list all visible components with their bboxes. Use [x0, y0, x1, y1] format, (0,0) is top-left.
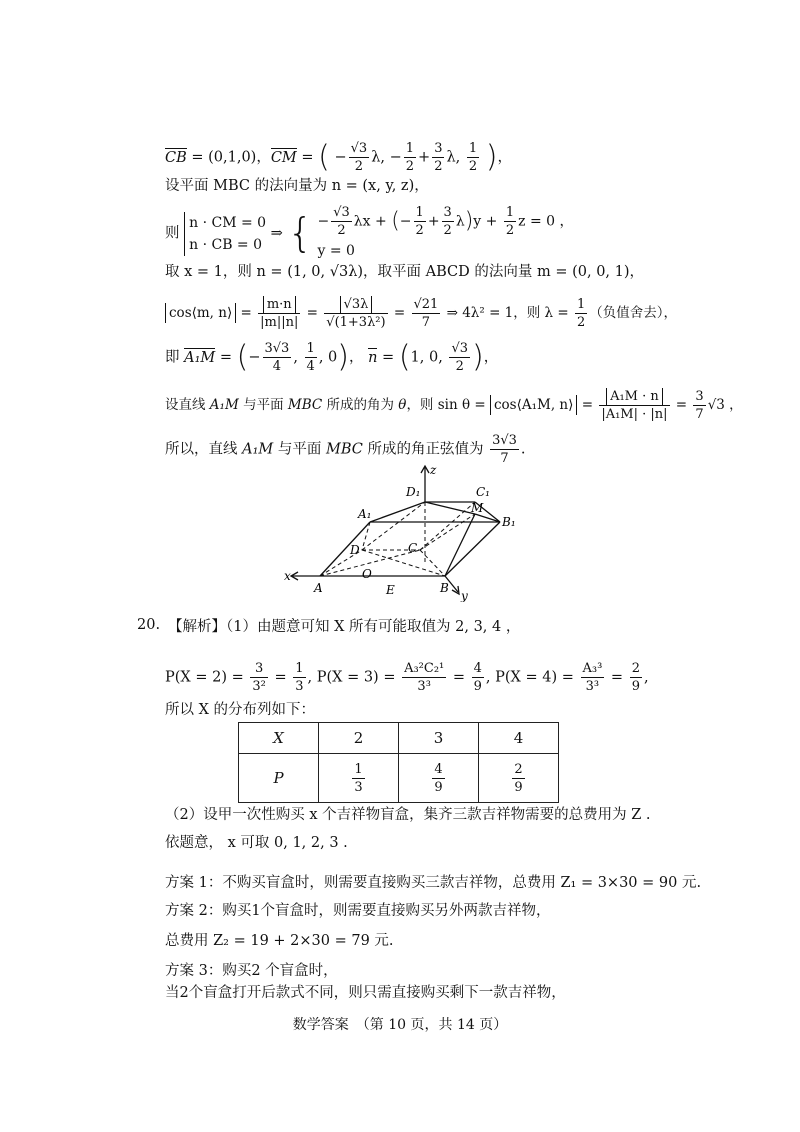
prism-figure: [280, 462, 530, 602]
cos-equation-line: cos⟨m, n⟩ = $\frac{m\cdot n}{|m||n|}$ = $\frac{√3\lambda}{\text{√(1+3λ²)}}$ = $\frac{√21}{7}$ ⇒ 4λ² = 1，则 λ = $\frac{1}{2}$ （负值舍去），: [165, 296, 677, 331]
q20-probabilities: P(X = 2) = $\frac{3}{\text{3²}}$ = $\frac{1}{3}$ , P(X = 3) = $\frac{\text{A₃²C₂¹}}{\text{3³}}$ = $\frac{4}{9}$ , P(X = 4) = $\frac{\text{A₃³}}{\text{3³}}$ = $\frac{2}{9}$ ,: [165, 661, 649, 694]
label-o: O: [362, 567, 372, 581]
table-cell: $\frac{1}{3}$: [319, 754, 399, 803]
system-equations-line: 则 n · CM = 0 n · CB = 0 ⇒ { − $\frac{√3}{2}$ λx + (− $\frac{1}{2}$ + $\frac{3}{2}$ λ)y + $\frac{1}{2}$ z = 0 ， y = 0: [165, 205, 574, 259]
plan2-line: 方案 2：购买1个盲盒时，则需要直接购买另外两款吉祥物，: [165, 903, 551, 919]
part2-line: （2）设甲一次性购买 x 个吉祥物盲盒，集齐三款吉祥物需要的总费用为 Z .: [165, 807, 651, 823]
table-cell: 4: [479, 723, 559, 754]
vector-cb-cm-line: CB = (0,1,0)，CM = ( − $\frac{√3}{2}$ λ, − $\frac{1}{2}$ + $\frac{3}{2}$ λ, $\frac{1}{2}$ )，: [165, 139, 513, 175]
table-header-p: P: [239, 754, 319, 803]
question-number: 20.: [137, 617, 161, 633]
take-x-line: 取 x = 1，则 n = (1, 0, √3λ)，取平面 ABCD 的法向量 m = (0, 0, 1)，: [165, 264, 645, 280]
normal-vector-line: 设平面 MBC 的法向量为 n = (x, y, z)，: [165, 178, 429, 194]
sin-theta-line: 设直线 A₁M 与平面 MBC 所成的角为 θ，则 sin θ = cos⟨A₁M, n⟩ = $\frac{\text{A₁M · n}}{\text{|A₁M| · |n|}}$ = $\frac{3}{7}$ √3 ，: [165, 389, 743, 422]
plan3b-line: 当2个盲盒打开后款式不同，则只需直接购买剩下一款吉祥物，: [165, 985, 566, 1001]
plan3-line: 方案 3：购买2 个盲盒时，: [165, 963, 338, 979]
table-cell: $\frac{2}{9}$: [479, 754, 559, 803]
plan2b-line: 总费用 Z₂ = 19 + 2×30 = 79 元.: [165, 933, 394, 949]
label-b: B: [440, 581, 449, 595]
edge-a1-d1: [370, 502, 425, 522]
label-m: M: [471, 501, 484, 515]
label-d: D: [350, 543, 360, 557]
label-z: z: [430, 463, 437, 477]
part2b-line: 依题意， x 可取 0, 1, 2, 3 .: [165, 835, 348, 851]
label-e: E: [386, 583, 395, 597]
dash-c-c1: [420, 502, 475, 550]
page-footer: 数学答案 （第 10 页，共 14 页）: [292, 1017, 508, 1033]
dist-intro: 所以 X 的分布列如下：: [165, 702, 316, 718]
label-a1: A₁: [358, 507, 372, 521]
label-c: C: [408, 541, 418, 555]
a1m-vector-line: 即 A₁M = (− $\frac{3√3}{4}$ , $\frac{1}{4}$ , 0)， n = (1, 0, $\frac{√3}{2}$ )，: [165, 339, 499, 375]
label-x: x: [284, 569, 291, 583]
conclusion-line: 所以，直线 A₁M 与平面 MBC 所成的角正弦值为 $\frac{3√3}{7}$ .: [165, 433, 526, 466]
edge-m-b1: [475, 514, 500, 522]
table-cell: $\frac{4}{9}$: [399, 754, 479, 803]
label-y: y: [461, 589, 468, 602]
distribution-table: [238, 722, 559, 803]
edge-b-m: [445, 514, 475, 576]
plan1-line: 方案 1：不购买盲盒时，则需要直接购买三款吉祥物，总费用 Z₁ = 3×30 = 90 元.: [165, 875, 702, 891]
edge-b-b1: [445, 522, 500, 576]
table-header-x: X: [239, 723, 319, 754]
table-cell: 2: [319, 723, 399, 754]
label-b1: B₁: [502, 515, 516, 529]
label-a: A: [314, 581, 323, 595]
table-cell: 3: [399, 723, 479, 754]
q20-header: 【解析】（1）由题意可知 X 所有可能取值为 2, 3, 4 ，: [168, 619, 521, 635]
y-arrow: [452, 586, 459, 594]
label-d1: D₁: [406, 485, 421, 499]
label-c1: C₁: [476, 485, 490, 499]
